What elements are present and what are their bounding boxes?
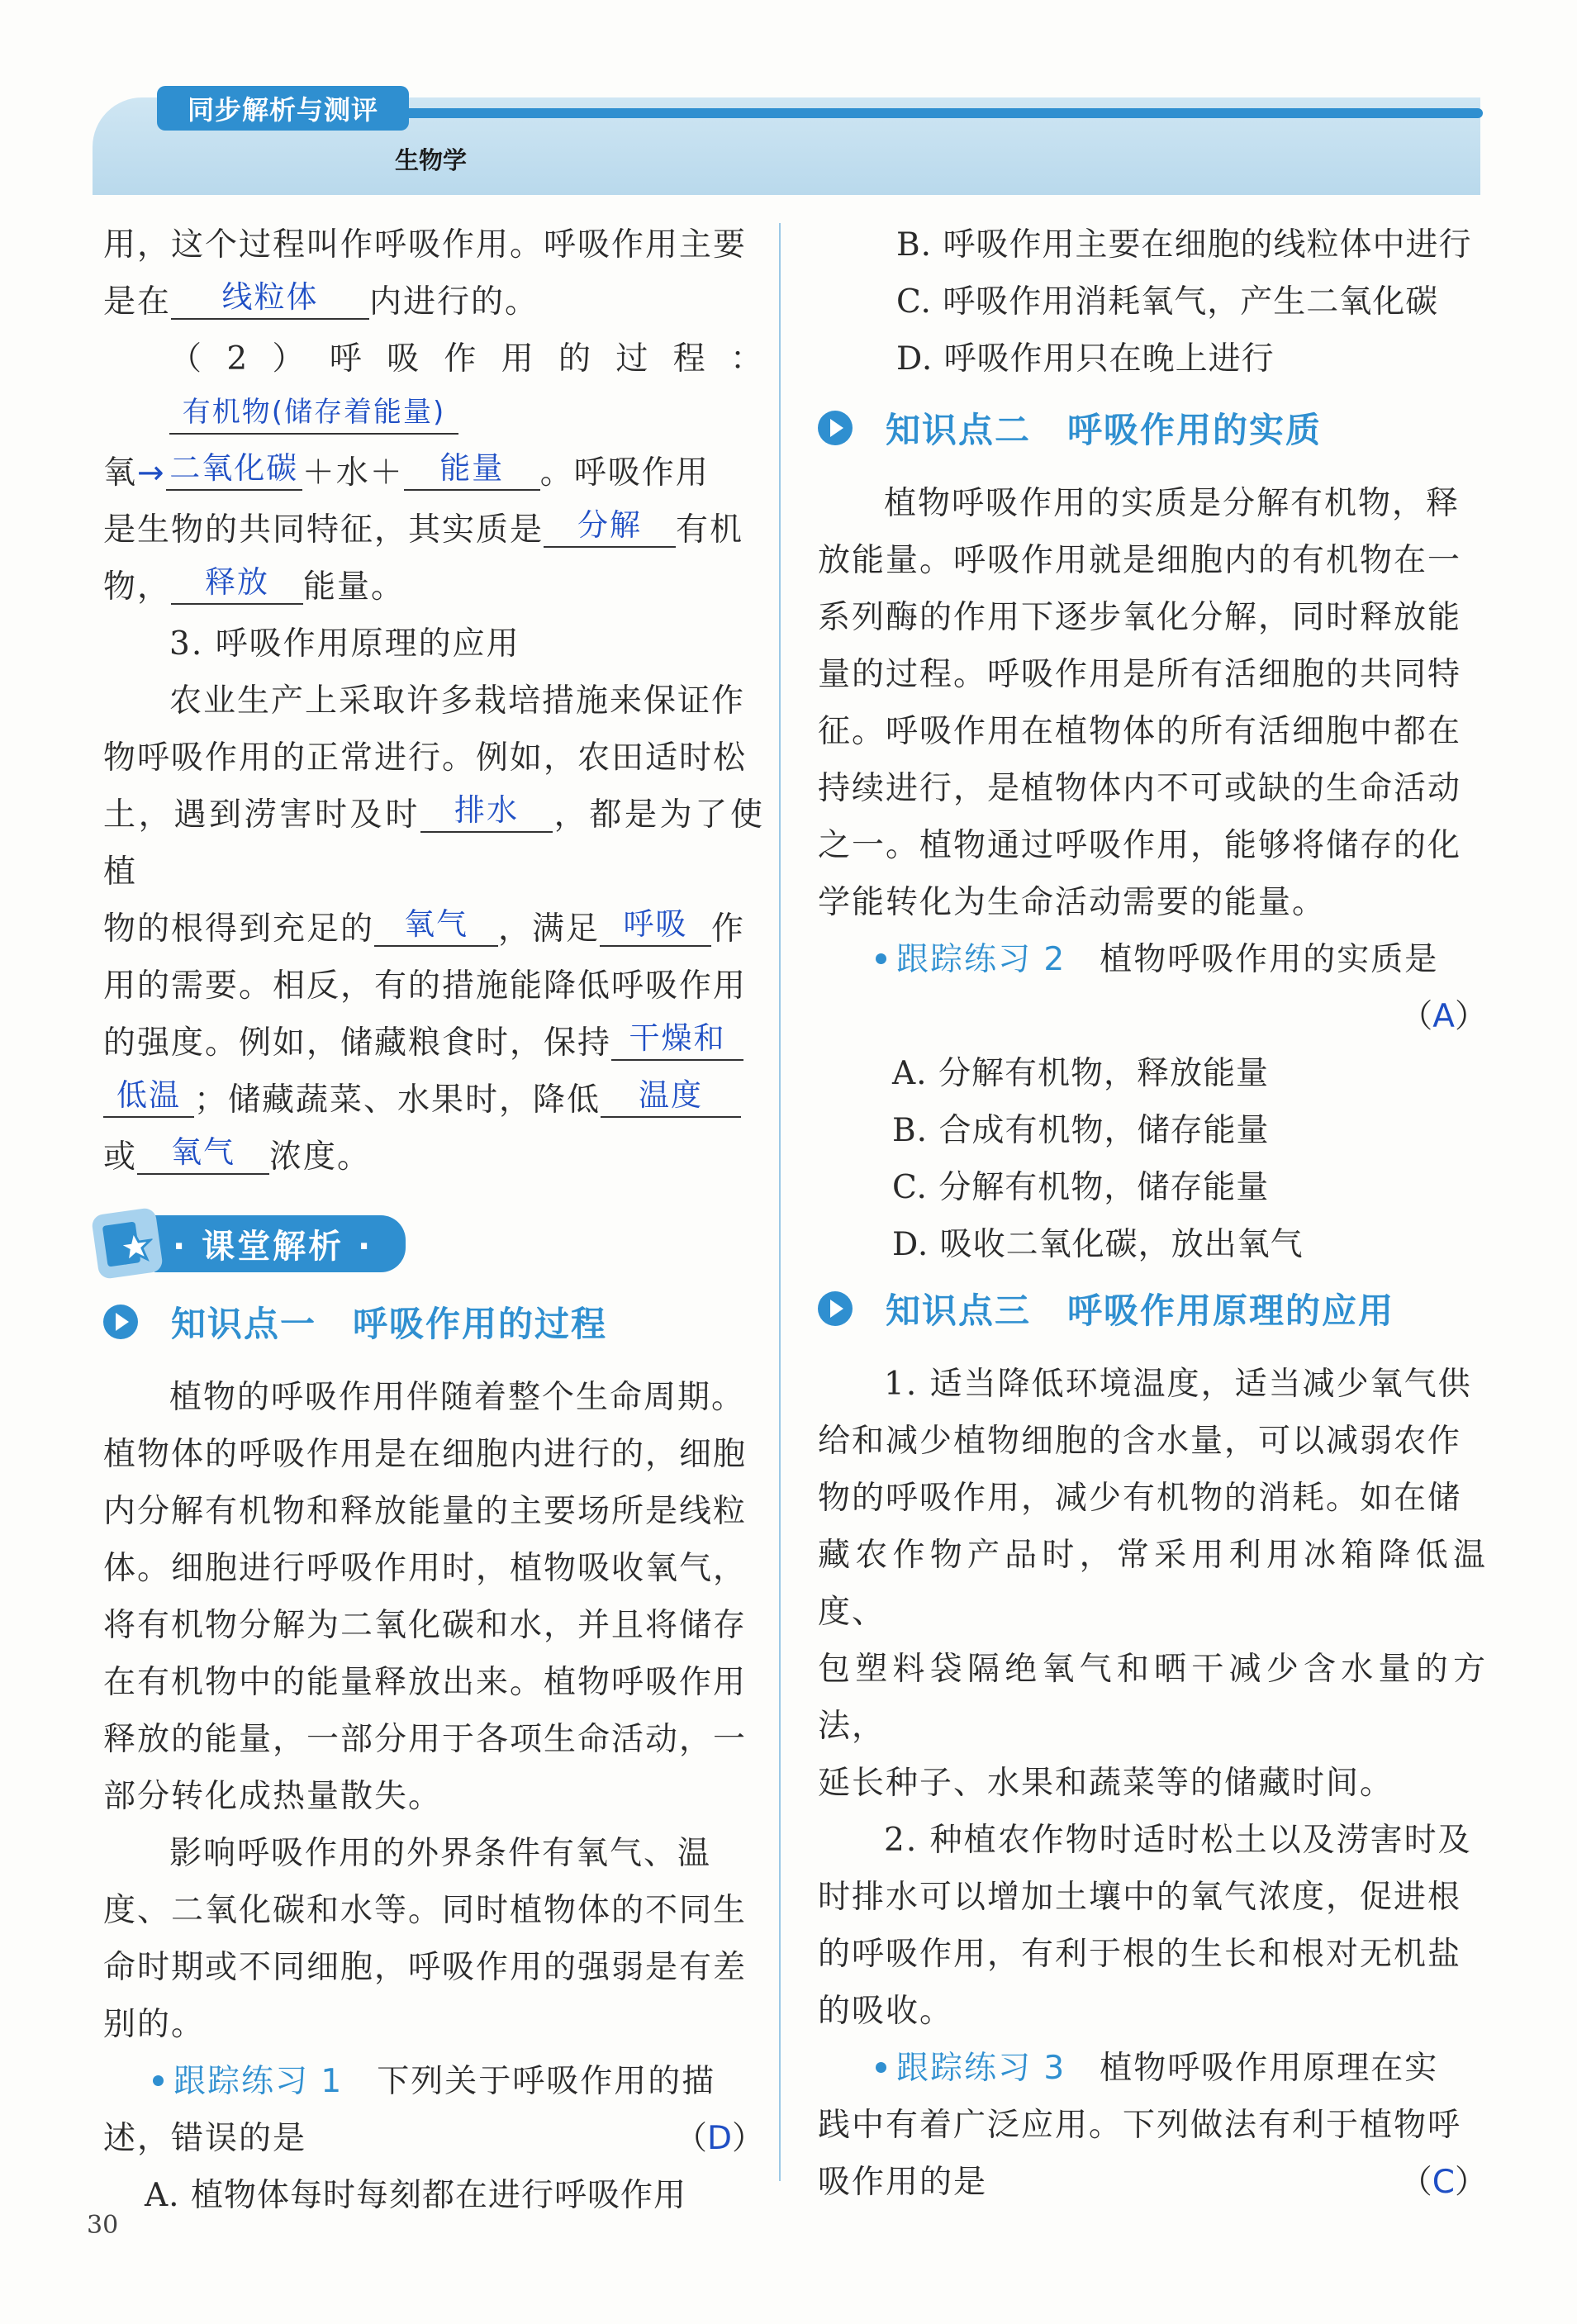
- text-line: 别的。: [103, 2006, 206, 2043]
- text-line: 的强度。例如，储藏粮食时，保持 干燥和: [103, 1015, 764, 1072]
- text-line: 影响呼吸作用的外界条件有氧气、温: [169, 1835, 712, 1872]
- text-line: 放能量。呼吸作用就是细胞内的有机物在一: [818, 542, 1462, 579]
- text-line: 践中有着广泛应用。下列做法有利于植物呼: [818, 2107, 1462, 2144]
- text-line: 时排水可以增加土壤中的氧气浓度，促进根: [818, 1879, 1462, 1916]
- section-title: · 课堂解析 ·: [154, 1215, 406, 1272]
- answer-blank: 低温: [103, 1075, 194, 1118]
- text-line: 量的过程。呼吸作用是所有活细胞的共同特: [818, 656, 1462, 693]
- section-banner: [95, 1202, 764, 1285]
- text-line: 植物体的呼吸作用是在细胞内进行的，细胞: [103, 1436, 748, 1473]
- text-line: 部分转化成热量散失。: [103, 1778, 443, 1815]
- answer-blank: 释放: [171, 562, 303, 605]
- practice-question: 跟踪练习 1 下列关于呼吸作用的描: [103, 2053, 764, 2110]
- text-line: 氧→ 二氧化碳 ＋水＋ 能量 。呼吸作用: [103, 444, 764, 501]
- text-line: 学能转化为生命活动需要的能量。: [818, 884, 1327, 921]
- answer-blank: 温度: [601, 1075, 741, 1118]
- answer-blank: 干燥和: [611, 1018, 743, 1061]
- text-line: 的吸收。: [818, 1993, 954, 2030]
- answer-blank: 氧气: [374, 904, 498, 947]
- practice-label: 跟踪练习 2: [896, 941, 1066, 978]
- answer-paren: （A）: [1400, 998, 1487, 1035]
- subheading: 3. 呼吸作用原理的应用: [169, 625, 520, 663]
- practice-question: 跟踪练习 3 植物呼吸作用原理在实: [818, 2040, 1487, 2097]
- bullet-icon: [876, 2062, 886, 2073]
- answer-paren: （C）: [1399, 2164, 1487, 2201]
- text-line: 农业生产上采取许多栽培措施来保证作: [169, 682, 746, 720]
- text-line: 命时期或不同细胞，呼吸作用的强弱是有差: [103, 1949, 748, 1986]
- series-title: 同步解析与测评: [157, 86, 409, 131]
- arrow-icon: →: [137, 454, 166, 492]
- text-line: [818, 988, 1487, 1045]
- text-line: 吸作用的是 （C）: [818, 2154, 1487, 2211]
- text-line: 在有机物中的能量释放出来。植物呼吸作用: [103, 1664, 748, 1701]
- text-line: 1. 适当降低环境温度，适当减少氧气供: [884, 1366, 1472, 1403]
- option: B. 合成有机物，储存能量: [892, 1112, 1270, 1149]
- text-line: 延长种子、水果和蔬菜等的储藏时间。: [818, 1765, 1394, 1802]
- text-line: 物呼吸作用的正常进行。例如，农田适时松: [103, 739, 748, 777]
- answer-blank: 能量: [404, 448, 540, 491]
- text-line: 体。细胞进行呼吸作用时，植物吸收氧气，: [103, 1550, 748, 1587]
- text-line: 持续进行，是植物体内不可或缺的生命活动: [818, 770, 1462, 807]
- text-line: 之一。植物通过呼吸作用，能够将储存的化: [818, 827, 1462, 864]
- text-line: 是在 线粒体 内进行的。: [103, 273, 764, 330]
- play-icon: [818, 1291, 853, 1326]
- text-line: 包塑料袋隔绝氧气和晒干减少含水量的方法，: [818, 1651, 1487, 1745]
- text-line: 度、二氧化碳和水等。同时植物体的不同生: [103, 1892, 748, 1929]
- text-line: 释放的能量，一部分用于各项生命活动，一: [103, 1721, 748, 1758]
- text-line: （2）呼吸作用的过程：有机物(储存着能量): [103, 330, 764, 444]
- answer-choice: D: [706, 2120, 732, 2157]
- play-icon: [103, 1305, 138, 1339]
- text-line: 用的需要。相反，有的措施能降低呼吸作用: [103, 967, 748, 1005]
- text-line: 或 氧气 浓度。: [103, 1129, 764, 1186]
- text-line: 是生物的共同特征，其实质是 分解 有机: [103, 501, 764, 558]
- star-book-icon: [91, 1207, 164, 1280]
- text-line: 2. 种植农作物时适时松土以及涝害时及: [884, 1822, 1472, 1859]
- answer-blank: 排水: [420, 790, 553, 833]
- practice-label: 跟踪练习 1: [173, 2063, 344, 2100]
- option: B. 呼吸作用主要在细胞的线粒体中进行: [896, 226, 1472, 264]
- subject-label: 生物学: [395, 146, 468, 174]
- knowledge-point-heading: 知识点三 呼吸作用原理的应用: [818, 1280, 1487, 1338]
- practice-label: 跟踪练习 3: [896, 2050, 1066, 2087]
- right-column: [818, 216, 1487, 2211]
- left-column: [103, 216, 764, 2224]
- answer-blank: 呼吸: [600, 904, 711, 947]
- answer-blank: 氧气: [137, 1132, 269, 1175]
- text-line: 征。呼吸作用在植物体的所有活细胞中都在: [818, 713, 1462, 750]
- play-icon: [818, 411, 853, 445]
- text-line: 用，这个过程叫作呼吸作用。呼吸作用主要: [103, 226, 748, 264]
- option: D. 吸收二氧化碳，放出氧气: [892, 1226, 1304, 1263]
- bullet-icon: [153, 2075, 164, 2086]
- text-line: 物的根得到充足的 氧气 ，满足 呼吸 作: [103, 901, 764, 958]
- knowledge-point-heading: 知识点一 呼吸作用的过程: [103, 1293, 764, 1351]
- answer-blank: 线粒体: [171, 277, 369, 320]
- answer-blank: 二氧化碳: [166, 448, 302, 491]
- text-line: 给和减少植物细胞的含水量，可以减弱农作: [818, 1423, 1462, 1460]
- option: D. 呼吸作用只在晚上进行: [896, 340, 1275, 378]
- text-line: 的呼吸作用，有利于根的生长和根对无机盐: [818, 1936, 1462, 1973]
- answer-blank: 有机物(储存着能量): [169, 392, 458, 435]
- page-number: 30: [87, 2211, 119, 2240]
- option: A. 植物体每时每刻都在进行呼吸作用: [145, 2177, 686, 2214]
- knowledge-point-heading: 知识点二 呼吸作用的实质: [818, 399, 1487, 457]
- bullet-icon: [876, 953, 886, 964]
- text-line: 物的呼吸作用，减少有机物的消耗。如在储: [818, 1480, 1462, 1517]
- text-line: 植物呼吸作用的实质是分解有机物，释: [884, 485, 1461, 522]
- text-line: 土，遇到涝害时及时 排水 ，都是为了使植: [103, 787, 764, 901]
- answer-choice: A: [1432, 998, 1455, 1035]
- text-line: 低温 ；储藏蔬菜、水果时，降低 温度: [103, 1072, 764, 1129]
- answer-paren: （D）: [674, 2120, 764, 2157]
- text-line: 植物的呼吸作用伴随着整个生命周期。: [169, 1379, 746, 1416]
- text-line: 物， 释放 能量。: [103, 558, 764, 615]
- text-line: 将有机物分解为二氧化碳和水，并且将储存: [103, 1607, 748, 1644]
- text-line: 系列酶的作用下逐步氧化分解，同时释放能: [818, 599, 1462, 636]
- answer-blank: 分解: [544, 505, 676, 548]
- option: C. 分解有机物，储存能量: [892, 1169, 1270, 1206]
- column-divider: [779, 223, 781, 2181]
- answer-choice: C: [1432, 2164, 1455, 2201]
- practice-question: 跟踪练习 2 植物呼吸作用的实质是: [818, 931, 1487, 988]
- text-line: 内分解有机物和释放能量的主要场所是线粒: [103, 1493, 748, 1530]
- text-line: 藏农作物产品时，常采用利用冰箱降低温度、: [818, 1537, 1487, 1631]
- option: C. 呼吸作用消耗氧气，产生二氧化碳: [896, 283, 1439, 321]
- option: A. 分解有机物，释放能量: [892, 1055, 1269, 1092]
- text-line: 述，错误的是 （D）: [103, 2110, 764, 2167]
